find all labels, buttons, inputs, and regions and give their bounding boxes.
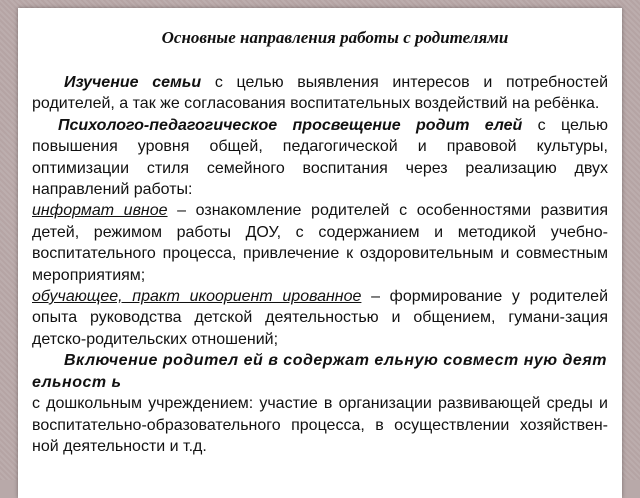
slide-content <box>32 28 608 457</box>
enlightenment-heading: Психолого-педагогическое просвещение родит елей <box>58 116 523 134</box>
family-study-text: с целью выявления интересов и потребностей родителей, а так же согласования воспитательных воздействий на ребёнка. <box>32 74 609 113</box>
paragraph-enlightenment <box>32 115 608 201</box>
paragraph-informative <box>32 200 608 286</box>
teaching-heading: обучающее, практ икоориент ированное <box>32 288 362 306</box>
involvement-heading: Включение родител ей в содержат ельную совмест ную деят ельност ь <box>32 352 607 391</box>
body-text <box>32 72 608 457</box>
involvement-text: с дошкольным учреждением: участие в организации развивающей среды и воспитательно-образовательного процесса, в осуществлении хозяйствен-ной деятельности и т.д. <box>32 395 608 455</box>
paragraph-family-study <box>32 72 608 115</box>
slide-card <box>18 8 622 498</box>
slide-title: Основные направления работы с родителями <box>161 28 509 47</box>
teaching-text: – формирование у родителей опыта руководства детской деятельностью и общением, гумани-зация детско-родительских отношений; <box>32 288 609 348</box>
family-study-heading: Изучение семьи <box>64 74 202 91</box>
paragraph-involvement <box>32 350 608 393</box>
enlightenment-text: с целью повышения уровня общей, педагогической и правовой культуры, оптимизации стиля семейного воспитания через реализацию двух направлений работы: <box>32 116 608 199</box>
paragraph-involvement-text <box>32 393 608 457</box>
paragraph-teaching <box>32 286 608 350</box>
informative-text: – ознакомление родителей с особенностями развития детей, режимом работы ДОУ, с содержанием и методикой учебно-воспитательного процесса, привлечение к оздоровительным и совместным мероприятиям; <box>32 202 608 284</box>
informative-heading: информат ивное <box>32 202 168 220</box>
